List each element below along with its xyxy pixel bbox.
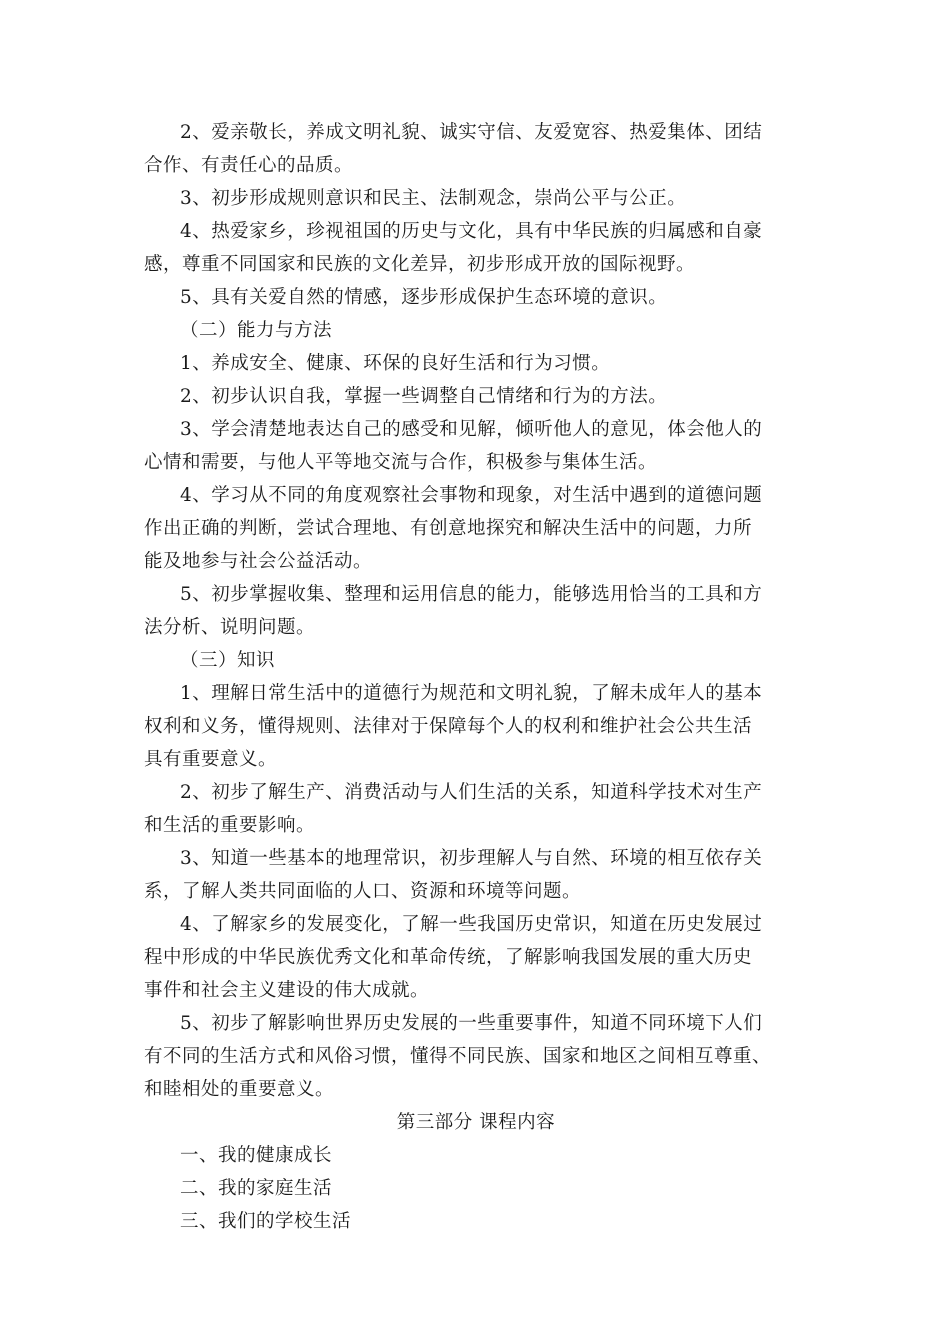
text-line: 能及地参与社会公益活动。 (144, 551, 373, 572)
text-line: 程中形成的中华民族优秀文化和革命传统，了解影响我国发展的重大历史 (144, 947, 753, 968)
text-line: 1、理解日常生活中的道德行为规范和文明礼貌，了解未成年人的基本 (180, 683, 763, 704)
text-line: 和生活的重要影响。 (144, 815, 316, 836)
toc-item: 二、我的家庭生活 (180, 1178, 333, 1199)
toc-item: 三、我们的学校生活 (180, 1211, 352, 1232)
text-line: 2、初步了解生产、消费活动与人们生活的关系，知道科学技术对生产 (180, 782, 763, 803)
text-line: 3、学会清楚地表达自己的感受和见解，倾听他人的意见，体会他人的 (180, 419, 763, 440)
toc-item: 一、我的健康成长 (180, 1145, 333, 1166)
text-line: 心情和需要，与他人平等地交流与合作，积极参与集体生活。 (144, 452, 658, 473)
text-line: 3、知道一些基本的地理常识，初步理解人与自然、环境的相互依存关 (180, 848, 763, 869)
text-line: 4、了解家乡的发展变化，了解一些我国历史常识，知道在历史发展过 (180, 914, 763, 935)
text-line: 系，了解人类共同面临的人口、资源和环境等问题。 (144, 881, 582, 902)
subsection-heading: （三）知识 (180, 650, 276, 671)
text-line: 有不同的生活方式和风俗习惯，懂得不同民族、国家和地区之间相互尊重、 (144, 1046, 772, 1067)
text-line: 4、热爱家乡，珍视祖国的历史与文化，具有中华民族的归属感和自豪 (180, 221, 763, 242)
section-heading: 第三部分 课程内容 (396, 1112, 556, 1133)
subsection-heading: （二）能力与方法 (180, 320, 333, 341)
text-line: 5、初步了解影响世界历史发展的一些重要事件，知道不同环境下人们 (180, 1013, 763, 1034)
text-line: 2、初步认识自我，掌握一些调整自己情绪和行为的方法。 (180, 386, 668, 407)
text-line: 具有重要意义。 (144, 749, 278, 770)
text-line: 事件和社会主义建设的伟大成就。 (144, 980, 430, 1001)
text-line: 作出正确的判断，尝试合理地、有创意地探究和解决生活中的问题，力所 (144, 518, 753, 539)
text-line: 合作、有责任心的品质。 (144, 155, 354, 176)
document-body (144, 116, 808, 1238)
text-line: 和睦相处的重要意义。 (144, 1079, 335, 1100)
text-line: 3、初步形成规则意识和民主、法制观念，崇尚公平与公正。 (180, 188, 687, 209)
text-line: 2、爱亲敬长，养成文明礼貌、诚实守信、友爱宽容、热爱集体、团结 (180, 122, 763, 143)
text-line: 4、学习从不同的角度观察社会事物和现象，对生活中遇到的道德问题 (180, 485, 763, 506)
text-line: 1、养成安全、健康、环保的良好生活和行为习惯。 (180, 353, 611, 374)
text-line: 感，尊重不同国家和民族的文化差异，初步形成开放的国际视野。 (144, 254, 696, 275)
text-line: 权利和义务，懂得规则、法律对于保障每个人的权利和维护社会公共生活 (144, 716, 753, 737)
text-line: 5、初步掌握收集、整理和运用信息的能力，能够选用恰当的工具和方 (180, 584, 763, 605)
text-line: 5、具有关爱自然的情感，逐步形成保护生态环境的意识。 (180, 287, 668, 308)
text-line: 法分析、说明问题。 (144, 617, 316, 638)
